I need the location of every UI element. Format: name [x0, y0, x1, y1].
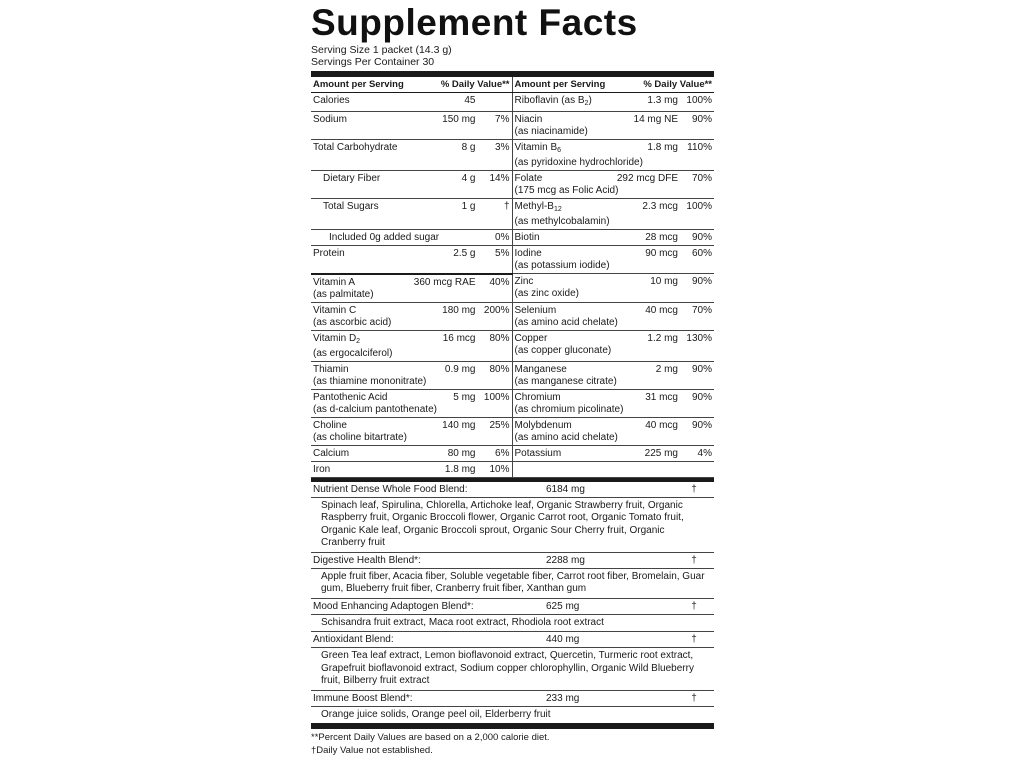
blend-daily-value: †: [691, 692, 697, 704]
table-row: [311, 302, 714, 330]
blend-amount: 2288 mg: [546, 554, 585, 566]
nutrient-amount: 150 mg: [442, 114, 476, 125]
right-nutrient-cell: [512, 171, 714, 199]
blend-ingredients: Schisandra fruit extract, Maca root extract, Rhodiola root extract: [311, 615, 714, 633]
nutrient-name: Zinc: [514, 276, 534, 287]
nutrient-name: Selenium: [514, 304, 557, 316]
left-nutrient-cell: [311, 445, 512, 461]
nutrient-name: Dietary Fiber: [323, 173, 381, 184]
nutrient-name: Sodium: [313, 114, 347, 125]
left-nutrient-cell: [311, 199, 512, 230]
nutrient-source: (as copper gluconate): [514, 344, 612, 356]
nutrient-amount: 0.9 mg: [444, 363, 476, 375]
nutrient-daily-value: 70%: [691, 304, 712, 316]
nutrient-source: (as ergocalciferol): [313, 347, 393, 359]
right-nutrient-cell: [512, 93, 714, 112]
blend-row: [311, 553, 714, 569]
nutrient-name: Calcium: [313, 447, 350, 459]
nutrient-source: (as amino acid chelate): [514, 431, 618, 443]
footnote-dagger: †Daily Value not established.: [311, 745, 433, 756]
nutrient-source: (as amino acid chelate): [514, 316, 618, 328]
nutrient-daily-value: 14%: [489, 173, 510, 184]
table-header-row: [311, 77, 714, 93]
blend-name: Nutrient Dense Whole Food Blend:: [313, 483, 468, 495]
nutrient-daily-value: 90%: [691, 419, 712, 431]
nutrient-source: (175 mcg as Folic Acid): [514, 185, 619, 196]
right-nutrient-cell: [512, 274, 714, 303]
nutrient-amount: 16 mcg: [442, 332, 476, 344]
blend-name: Mood Enhancing Adaptogen Blend*:: [313, 600, 474, 612]
nutrient-name: Vitamin $D_2$: [313, 332, 361, 345]
right-nutrient-cell: [512, 461, 714, 477]
nutrient-daily-value: 25%: [489, 419, 510, 431]
nutrient-daily-value: 6%: [495, 447, 510, 459]
left-nutrient-cell: [311, 330, 512, 361]
nutrient-source: (as chromium picolinate): [514, 403, 624, 415]
nutrient-source: (as d-calcium pantothenate): [313, 403, 437, 415]
nutrient-name: Protein: [313, 248, 345, 259]
right-nutrient-cell: [512, 361, 714, 389]
nutrient-daily-value: 90%: [691, 363, 712, 375]
table-row: [311, 199, 714, 230]
left-nutrient-cell: [311, 417, 512, 445]
left-nutrient-cell: [311, 140, 512, 171]
left-nutrient-cell: [311, 461, 512, 477]
nutrient-amount: 5 mg: [453, 391, 476, 403]
nutrient-daily-value: 60%: [691, 248, 712, 259]
nutrient-name: Thiamin: [313, 363, 349, 375]
table-row: [311, 361, 714, 389]
nutrient-daily-value: 130%: [686, 332, 712, 344]
right-nutrient-cell: [512, 445, 714, 461]
amount-per-serving-header: Amount per Serving: [514, 79, 606, 90]
right-nutrient-cell: [512, 330, 714, 361]
table-row: [311, 330, 714, 361]
blend-amount: 6184 mg: [546, 483, 585, 495]
nutrient-name: Iodine: [514, 248, 542, 259]
nutrient-daily-value: 90%: [691, 114, 712, 125]
nutrient-daily-value: 90%: [691, 391, 712, 403]
blend-amount: 625 mg: [546, 600, 580, 612]
left-nutrient-cell: [311, 302, 512, 330]
left-nutrient-cell: [311, 230, 512, 246]
nutrient-name: Vitamin A: [313, 276, 356, 288]
table-row: [311, 246, 714, 274]
nutrient-source: (as zinc oxide): [514, 288, 579, 299]
nutrient-daily-value: 80%: [489, 363, 510, 375]
nutrient-name: Vitamin C: [313, 304, 357, 316]
nutrient-name: Iron: [313, 463, 331, 475]
nutrient-name: Niacin: [514, 114, 543, 125]
left-nutrient-cell: [311, 112, 512, 140]
nutrient-amount: 10 mg: [650, 276, 678, 287]
left-nutrient-cell: [311, 93, 512, 112]
blend-row: [311, 599, 714, 615]
right-header: [512, 77, 714, 93]
nutrient-amount: 8 g: [461, 142, 476, 153]
blend-daily-value: †: [691, 600, 697, 612]
blend-ingredients: Spinach leaf, Spirulina, Chlorella, Artichoke leaf, Organic Strawberry fruit, Organic Raspberry fruit, Organic Broccoli flower, Organic Carrot root, Organic Tomato fruit, Organic Kale leaf, Organic Broccoli sprout, Organic Sour Cherry fruit, Organic Cranberry fruit: [311, 498, 714, 553]
nutrient-daily-value: 100%: [686, 95, 712, 106]
nutrient-daily-value: 90%: [691, 232, 712, 243]
right-nutrient-cell: [512, 112, 714, 140]
table-row: [311, 417, 714, 445]
nutrient-table: [311, 77, 714, 478]
right-nutrient-cell: [512, 230, 714, 246]
nutrient-name: Folate: [514, 173, 543, 184]
nutrient-daily-value: 70%: [691, 173, 712, 184]
nutrient-amount: 360 mcg RAE: [413, 276, 476, 288]
blend-name: Antioxidant Blend:: [313, 634, 394, 645]
right-nutrient-cell: [512, 389, 714, 417]
left-header: [311, 77, 512, 93]
nutrient-amount: 40 mcg: [645, 304, 678, 316]
table-row: [311, 389, 714, 417]
nutrient-name: Vitamin $B_6$: [514, 142, 562, 154]
right-nutrient-cell: [512, 302, 714, 330]
blend-amount: 440 mg: [546, 634, 580, 645]
right-nutrient-cell: [512, 199, 714, 230]
nutrient-daily-value: 0%: [495, 232, 510, 243]
right-nutrient-cell: [512, 246, 714, 274]
nutrient-name: Total Sugars: [323, 201, 379, 212]
nutrient-source: (as potassium iodide): [514, 260, 610, 271]
nutrient-daily-value: 90%: [691, 276, 712, 287]
nutrient-amount: 140 mg: [442, 419, 476, 431]
blend-section: [311, 482, 714, 724]
nutrient-source: (as methylcobalamin): [514, 216, 610, 227]
right-nutrient-cell: [512, 140, 714, 171]
nutrient-name: Pantothenic Acid: [313, 391, 388, 403]
left-nutrient-cell: [311, 246, 512, 274]
blend-daily-value: †: [691, 483, 697, 495]
nutrient-daily-value: 40%: [489, 276, 510, 288]
nutrient-source: (as pyridoxine hydrochloride): [514, 157, 643, 168]
nutrient-name: Biotin: [514, 232, 540, 243]
blend-daily-value: †: [691, 634, 697, 645]
nutrient-amount: 14 mg NE: [633, 114, 678, 125]
nutrient-name: Potassium: [514, 447, 562, 459]
nutrient-amount: 1.3 mg: [647, 95, 678, 106]
table-row: [311, 171, 714, 199]
blend-ingredients: Green Tea leaf extract, Lemon bioflavonoid extract, Quercetin, Turmeric root extract, Grapefruit bioflavonoid extract, Sodium copper chlorophyllin, Organic Wild Blueberry fruit, Bilberry fruit extract: [311, 648, 714, 691]
nutrient-amount: 4 g: [461, 173, 476, 184]
nutrient-amount: 45: [464, 95, 476, 106]
nutrient-daily-value: 10%: [489, 463, 510, 475]
nutrient-source: (as thiamine mononitrate): [313, 375, 427, 387]
nutrient-name: Methyl-$B_{12}$: [514, 201, 562, 213]
table-row: [311, 140, 714, 171]
nutrient-name: Manganese: [514, 363, 567, 375]
nutrient-source: (as choline bitartrate): [313, 431, 407, 443]
table-row: [311, 230, 714, 246]
blend-name: Digestive Health Blend*:: [313, 554, 421, 566]
table-row: [311, 461, 714, 477]
table-row: [311, 112, 714, 140]
nutrient-name: Riboflavin (as $B_2$): [514, 95, 592, 107]
blend-row: [311, 482, 714, 498]
nutrient-daily-value: 7%: [495, 114, 510, 125]
nutrient-amount: 2.3 mcg: [642, 201, 678, 212]
supplement-facts-panel: [311, 0, 714, 757]
nutrient-source: (as manganese citrate): [514, 375, 617, 387]
nutrient-amount: 1.8 mg: [647, 142, 678, 153]
nutrient-daily-value: †: [503, 201, 510, 212]
nutrient-daily-value: 3%: [495, 142, 510, 153]
daily-value-header: % Daily Value**: [440, 79, 510, 90]
nutrient-amount: 2.5 g: [453, 248, 476, 259]
nutrient-amount: 40 mcg: [645, 419, 678, 431]
left-nutrient-cell: [311, 274, 512, 303]
nutrient-amount: 80 mg: [447, 447, 476, 459]
servings-per-container: Servings Per Container 30: [311, 56, 435, 68]
nutrient-amount: 292 mcg DFE: [616, 173, 678, 184]
nutrient-daily-value: 4%: [697, 447, 712, 459]
nutrient-amount: 90 mcg: [645, 248, 678, 259]
nutrient-name: Included 0g added sugar: [329, 232, 440, 243]
nutrient-name: Chromium: [514, 391, 561, 403]
nutrient-source: (as niacinamide): [514, 126, 588, 137]
left-nutrient-cell: [311, 389, 512, 417]
daily-value-header: % Daily Value**: [643, 79, 712, 90]
nutrient-amount: 31 mcg: [645, 391, 678, 403]
nutrient-daily-value: 100%: [483, 391, 510, 403]
nutrient-daily-value: 200%: [483, 304, 510, 316]
nutrient-name: Copper: [514, 332, 548, 344]
nutrient-amount: 225 mg: [644, 447, 678, 459]
blend-row: [311, 691, 714, 707]
nutrient-daily-value: 80%: [489, 332, 510, 344]
nutrient-daily-value: 5%: [495, 248, 510, 259]
nutrient-name: Total Carbohydrate: [313, 142, 398, 153]
nutrient-daily-value: 110%: [687, 142, 712, 153]
thick-divider: [311, 723, 714, 729]
nutrient-name: Calories: [313, 95, 350, 106]
blend-name: Immune Boost Blend*:: [313, 692, 413, 704]
nutrient-name: Choline: [313, 419, 347, 431]
nutrient-amount: 1 g: [461, 201, 476, 212]
right-nutrient-cell: [512, 417, 714, 445]
serving-size: Serving Size 1 packet (14.3 g): [311, 44, 452, 56]
nutrient-amount: 1.8 mg: [444, 463, 476, 475]
panel-title: Supplement Facts: [311, 2, 638, 43]
table-row: [311, 93, 714, 112]
table-row: [311, 445, 714, 461]
blend-daily-value: †: [691, 554, 697, 566]
amount-per-serving-header: Amount per Serving: [313, 79, 404, 90]
left-nutrient-cell: [311, 171, 512, 199]
blend-ingredients: Orange juice solids, Orange peel oil, Elderberry fruit: [321, 708, 551, 720]
blend-amount: 233 mg: [546, 692, 580, 704]
left-nutrient-cell: [311, 361, 512, 389]
table-row: [311, 274, 714, 303]
footnote-daily-values: **Percent Daily Values are based on a 2,000 calorie diet.: [311, 732, 550, 743]
blend-row: [311, 632, 714, 648]
nutrient-daily-value: 100%: [686, 201, 712, 212]
nutrient-amount: 180 mg: [442, 304, 476, 316]
nutrient-amount: 28 mcg: [645, 232, 678, 243]
nutrient-source: (as palmitate): [313, 288, 374, 300]
nutrient-name: Molybdenum: [514, 419, 572, 431]
blend-ingredients: Apple fruit fiber, Acacia fiber, Soluble vegetable fiber, Carrot root fiber, Bromelain, Guar gum, Blueberry fruit fiber, Cranberry fruit fiber, Xanthan gum: [311, 569, 714, 599]
nutrient-source: (as ascorbic acid): [313, 316, 392, 328]
nutrient-amount: 2 mg: [655, 363, 678, 375]
nutrient-amount: 1.2 mg: [647, 332, 678, 344]
